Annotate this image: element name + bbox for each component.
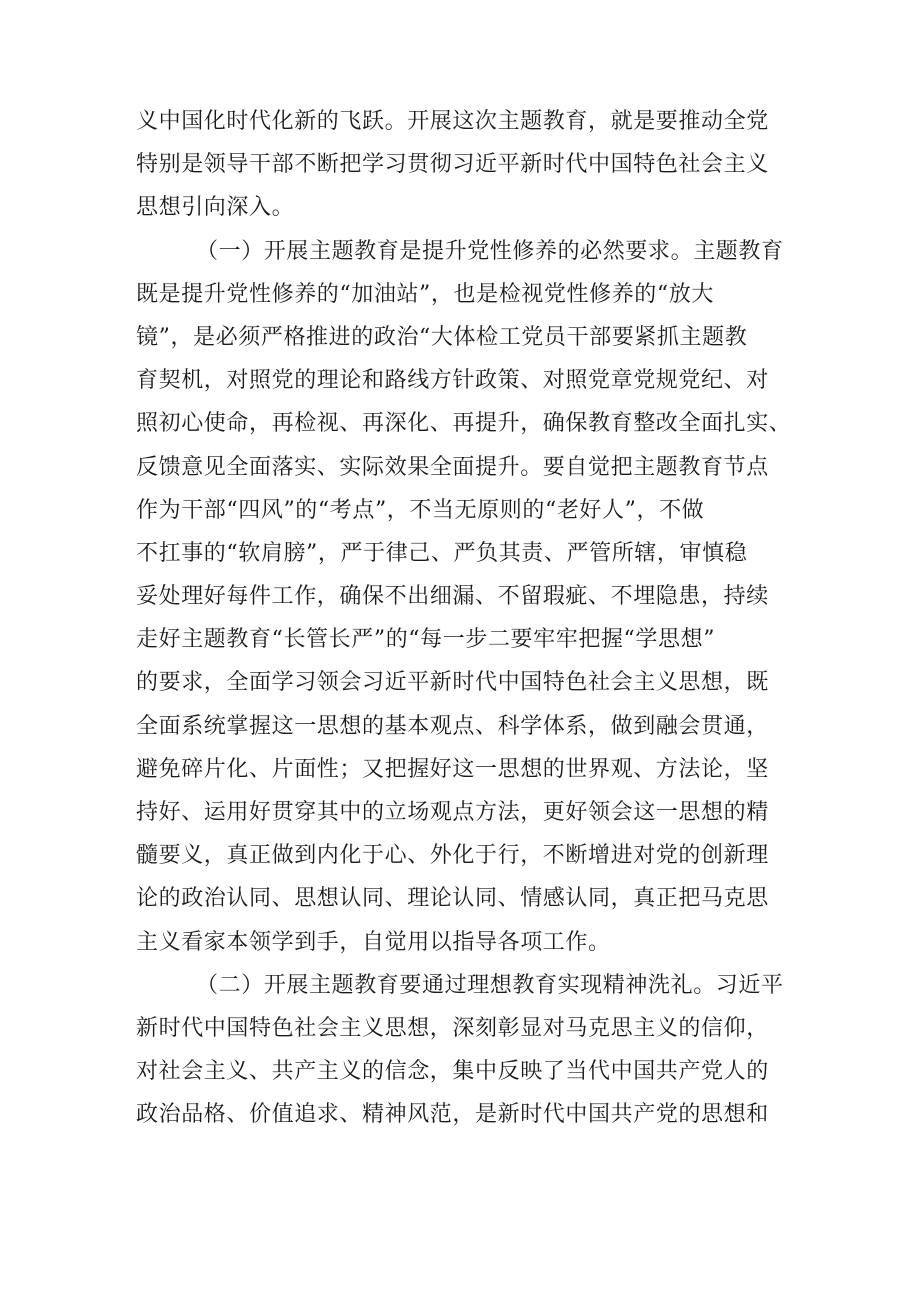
text-line: 政治品格、价值追求、精神风范，是新时代中国共产党的思想和 [136,1102,769,1128]
text-line: 论的政治认同、思想认同、理论认同、情感认同，真正把马克思 [136,886,769,912]
text-line: 既是提升党性修养的“加油站”，也是检视党性修养的“放大 [136,281,714,307]
text-line: 反馈意见全面落实、实际效果全面提升。要自觉把主题教育节点 [136,454,769,480]
paragraph [136,230,790,964]
text-line: 走好主题教育“长管长严”的“每一步二要牢牢把握“学思想” [136,627,716,653]
text-line: （一）开展主题教育是提升党性修养的必然要求。主题教育 [196,238,784,264]
text-line: 主义看家本领学到手，自觉用以指导各项工作。 [136,929,611,955]
text-line: 作为干部“四风”的“考点”，不当无原则的“老好人”，不做 [136,497,705,523]
document-body [136,100,790,1137]
text-line: 不扛事的“软肩膀”，严于律己、严负其责、严管所辖，审慎稳 [136,540,748,566]
text-line: 义中国化时代化新的飞跃。开展这次主题教育，就是要推动全党 [136,109,769,134]
text-line: 髓要义，真正做到内化于心、外化于行，不断增进对党的创新理 [136,843,769,869]
text-line: （二）开展主题教育要通过理想教育实现精神洗礼。习近平 [196,972,784,998]
paragraph [136,100,790,230]
text-line: 全面系统掌握这一思想的基本观点、科学体系，做到融会贯通， [136,713,769,739]
text-line: 思想引向深入。 [136,195,295,221]
text-line: 照初心使命，再检视、再深化、再提升，确保教育整改全面扎实、 [136,411,792,437]
text-line: 妥处理好每件工作，确保不出细漏、不留瑕疵、不埋隐患，持续 [136,584,769,610]
text-line: 的要求，全面学习领会习近平新时代中国特色社会主义思想，既 [136,670,769,696]
text-line: 镜”，是必须严格推进的政治“大体检工党员干部要紧抓主题教 [136,324,748,350]
paragraph [136,964,790,1137]
text-line: 特别是领导干部不断把学习贯彻习近平新时代中国特色社会主义 [136,152,769,178]
text-line: 育契机，对照党的理论和路线方针政策、对照党章党规党纪、对 [136,368,769,394]
text-line: 对社会主义、共产主义的信念，集中反映了当代中国共产党人的 [136,1059,769,1085]
text-line: 避免碎片化、片面性；又把握好这一思想的世界观、方法论，坚 [136,756,769,782]
text-line: 持好、运用好贯穿其中的立场观点方法，更好领会这一思想的精 [136,800,769,825]
text-line: 新时代中国特色社会主义思想，深刻彰显对马克思主义的信仰， [136,1015,769,1041]
